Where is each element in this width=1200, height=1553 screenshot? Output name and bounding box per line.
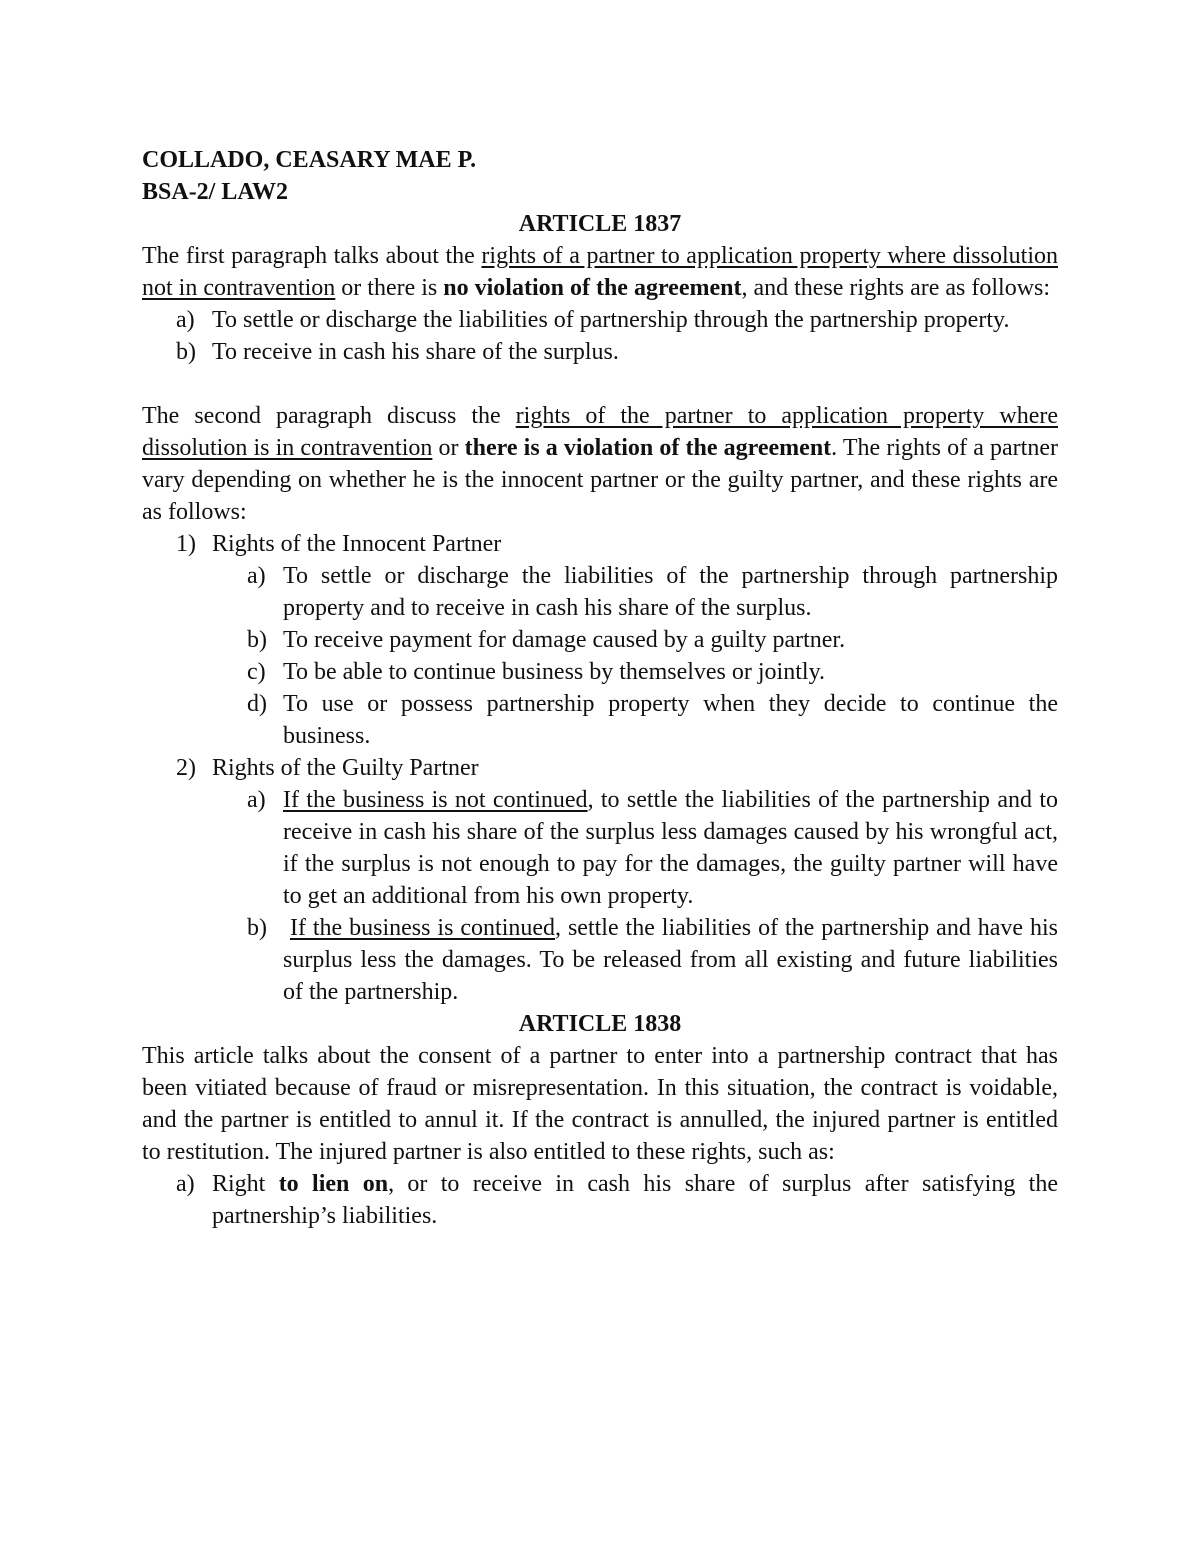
article-1837-paragraph-2 xyxy=(142,400,1058,528)
text-run: , settle the liabilities of the partnership and have his surplus less the damages. To be released from all existing and future liabilities of the partnership. xyxy=(283,915,1059,1005)
underlined-phrase: If the business is not continued xyxy=(283,787,588,813)
text-run: The second paragraph discuss the xyxy=(142,403,516,429)
list-text: To settle or discharge the liabilities of the partnership through partnership property and to receive in cash his share of the surplus. xyxy=(283,563,1058,621)
list-label: c) xyxy=(247,659,266,685)
list-text xyxy=(283,915,1058,1005)
student-name: COLLADO, CEASARY MAE P. xyxy=(142,147,477,173)
student-course: BSA-2/ LAW2 xyxy=(142,179,289,205)
article-1838-title: ARTICLE 1838 xyxy=(518,1011,682,1037)
list-text: Rights of the Innocent Partner xyxy=(212,531,502,557)
list-label: a) xyxy=(247,563,266,589)
list-item xyxy=(142,688,1058,752)
list-text: To receive in cash his share of the surplus. xyxy=(212,339,619,365)
list-item xyxy=(142,784,1058,912)
list-text: Rights of the Guilty Partner xyxy=(212,755,479,781)
text-run: or there is xyxy=(335,275,444,301)
list-item xyxy=(142,1168,1058,1232)
list-label: a) xyxy=(176,1171,195,1197)
document-page xyxy=(142,144,1058,1232)
innocent-partner-heading xyxy=(142,528,1058,560)
blank-line xyxy=(142,368,1058,400)
list-label: 2) xyxy=(176,755,196,781)
article-1837-paragraph-1 xyxy=(142,240,1058,304)
text-run: The first paragraph talks about the xyxy=(142,243,482,269)
bold-phrase: there is a violation of the agreement xyxy=(464,435,832,461)
underlined-phrase: rights of the partner to application property where dissolution is in contravention xyxy=(142,403,1058,461)
list-text: To use or possess partnership property when they decide to continue the business. xyxy=(283,691,1058,749)
list-item xyxy=(142,624,1058,656)
guilty-partner-heading xyxy=(142,752,1058,784)
list-item xyxy=(142,656,1058,688)
list-label: a) xyxy=(176,307,195,333)
text-run: or xyxy=(432,435,465,461)
text-run: , to settle the liabilities of the partnership and to receive in cash his share of the surplus less damages caused by his wrongful act, if the surplus is not enough to pay for the damages, the guilty partner will have to get an additional from his own property. xyxy=(283,787,1058,909)
underlined-phrase: rights of a partner to application property where dissolution not in contravention xyxy=(142,243,1058,301)
list-label: b) xyxy=(247,915,267,941)
list-item xyxy=(142,304,1058,336)
list-label: d) xyxy=(247,691,267,717)
text-run: . The rights of a partner vary depending on whether he is the innocent partner or the guilty partner, and these rights are as follows: xyxy=(142,435,1058,525)
text-run xyxy=(283,915,290,941)
list-label: 1) xyxy=(176,531,196,557)
list-text: To receive payment for damage caused by a guilty partner. xyxy=(283,627,846,653)
article-1837-title: ARTICLE 1837 xyxy=(518,211,682,237)
list-label: b) xyxy=(176,339,196,365)
bold-phrase: to lien on xyxy=(278,1171,389,1197)
list-item xyxy=(142,560,1058,624)
text-run: , and these rights are as follows: xyxy=(741,275,1051,301)
underlined-phrase: If the business is continued xyxy=(289,915,556,941)
list-label: a) xyxy=(247,787,266,813)
bold-phrase: no violation of the agreement xyxy=(443,275,742,301)
article-1838-paragraph: This article talks about the consent of a partner to enter into a partnership contract that has been vitiated because of fraud or misrepresentation. In this situation, the contract is voidable, and the partner is entitled to annul it. If the contract is annulled, the injured partner is entitled to restitution. The injured partner is also entitled to these rights, such as: xyxy=(142,1043,1058,1165)
list-text: To be able to continue business by themselves or jointly. xyxy=(283,659,826,685)
text-run: Right xyxy=(212,1171,279,1197)
list-item xyxy=(142,336,1058,368)
list-text xyxy=(212,1171,1058,1229)
list-text: To settle or discharge the liabilities of partnership through the partnership property. xyxy=(212,307,1010,333)
list-item xyxy=(142,912,1058,1008)
list-label: b) xyxy=(247,627,267,653)
list-text xyxy=(283,787,1058,909)
text-run: , or to receive in cash his share of surplus after satisfying the partnership’s liabilities. xyxy=(212,1171,1058,1229)
